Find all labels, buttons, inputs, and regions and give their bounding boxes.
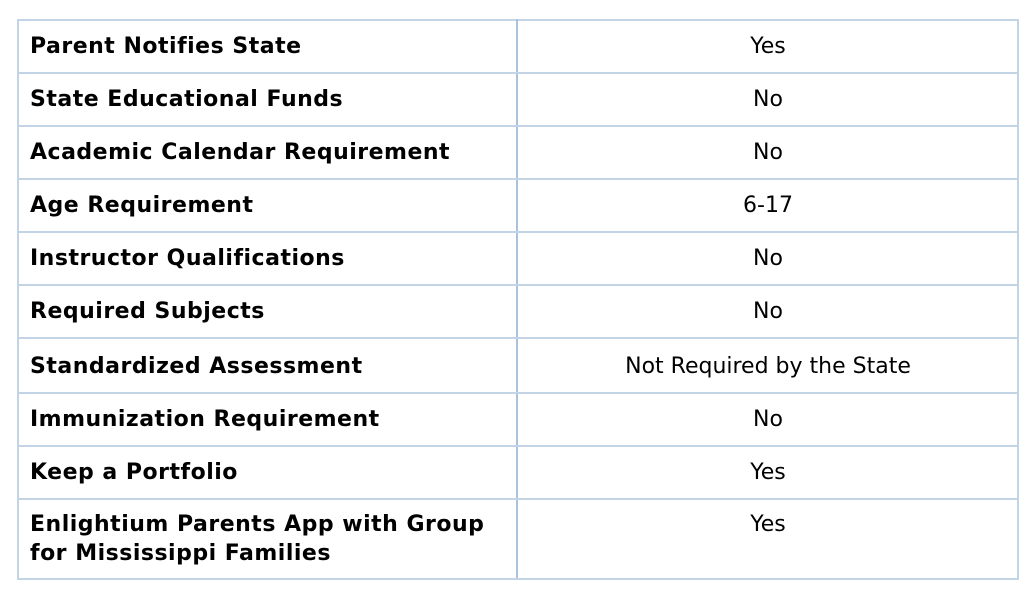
table-row — [18, 232, 1018, 285]
state-requirements-page — [17, 19, 1017, 580]
row-value: Yes — [517, 499, 1018, 579]
row-value: No — [517, 73, 1018, 126]
row-label: Parent Notifies State — [18, 20, 517, 73]
table-row — [18, 338, 1018, 393]
row-label: State Educational Funds — [18, 73, 517, 126]
row-value: Yes — [517, 20, 1018, 73]
row-value: No — [517, 393, 1018, 446]
row-label: Standardized Assessment — [18, 338, 517, 393]
row-label: Instructor Qualifications — [18, 232, 517, 285]
row-label: Required Subjects — [18, 285, 517, 338]
table-row — [18, 285, 1018, 338]
row-label: Keep a Portfolio — [18, 446, 517, 499]
row-label: Immunization Requirement — [18, 393, 517, 446]
table-row — [18, 499, 1018, 579]
table-row — [18, 20, 1018, 73]
row-label: Enlightium Parents App with Group for Mississippi Families — [18, 499, 517, 579]
table-row — [18, 393, 1018, 446]
row-value: No — [517, 232, 1018, 285]
row-value: No — [517, 126, 1018, 179]
row-label: Age Requirement — [18, 179, 517, 232]
requirements-table — [17, 19, 1019, 580]
table-row — [18, 73, 1018, 126]
row-label: Academic Calendar Requirement — [18, 126, 517, 179]
row-value: Yes — [517, 446, 1018, 499]
table-row — [18, 446, 1018, 499]
table-row — [18, 179, 1018, 232]
row-value: No — [517, 285, 1018, 338]
row-value: Not Required by the State — [517, 338, 1018, 393]
row-value: 6-17 — [517, 179, 1018, 232]
table-row — [18, 126, 1018, 179]
